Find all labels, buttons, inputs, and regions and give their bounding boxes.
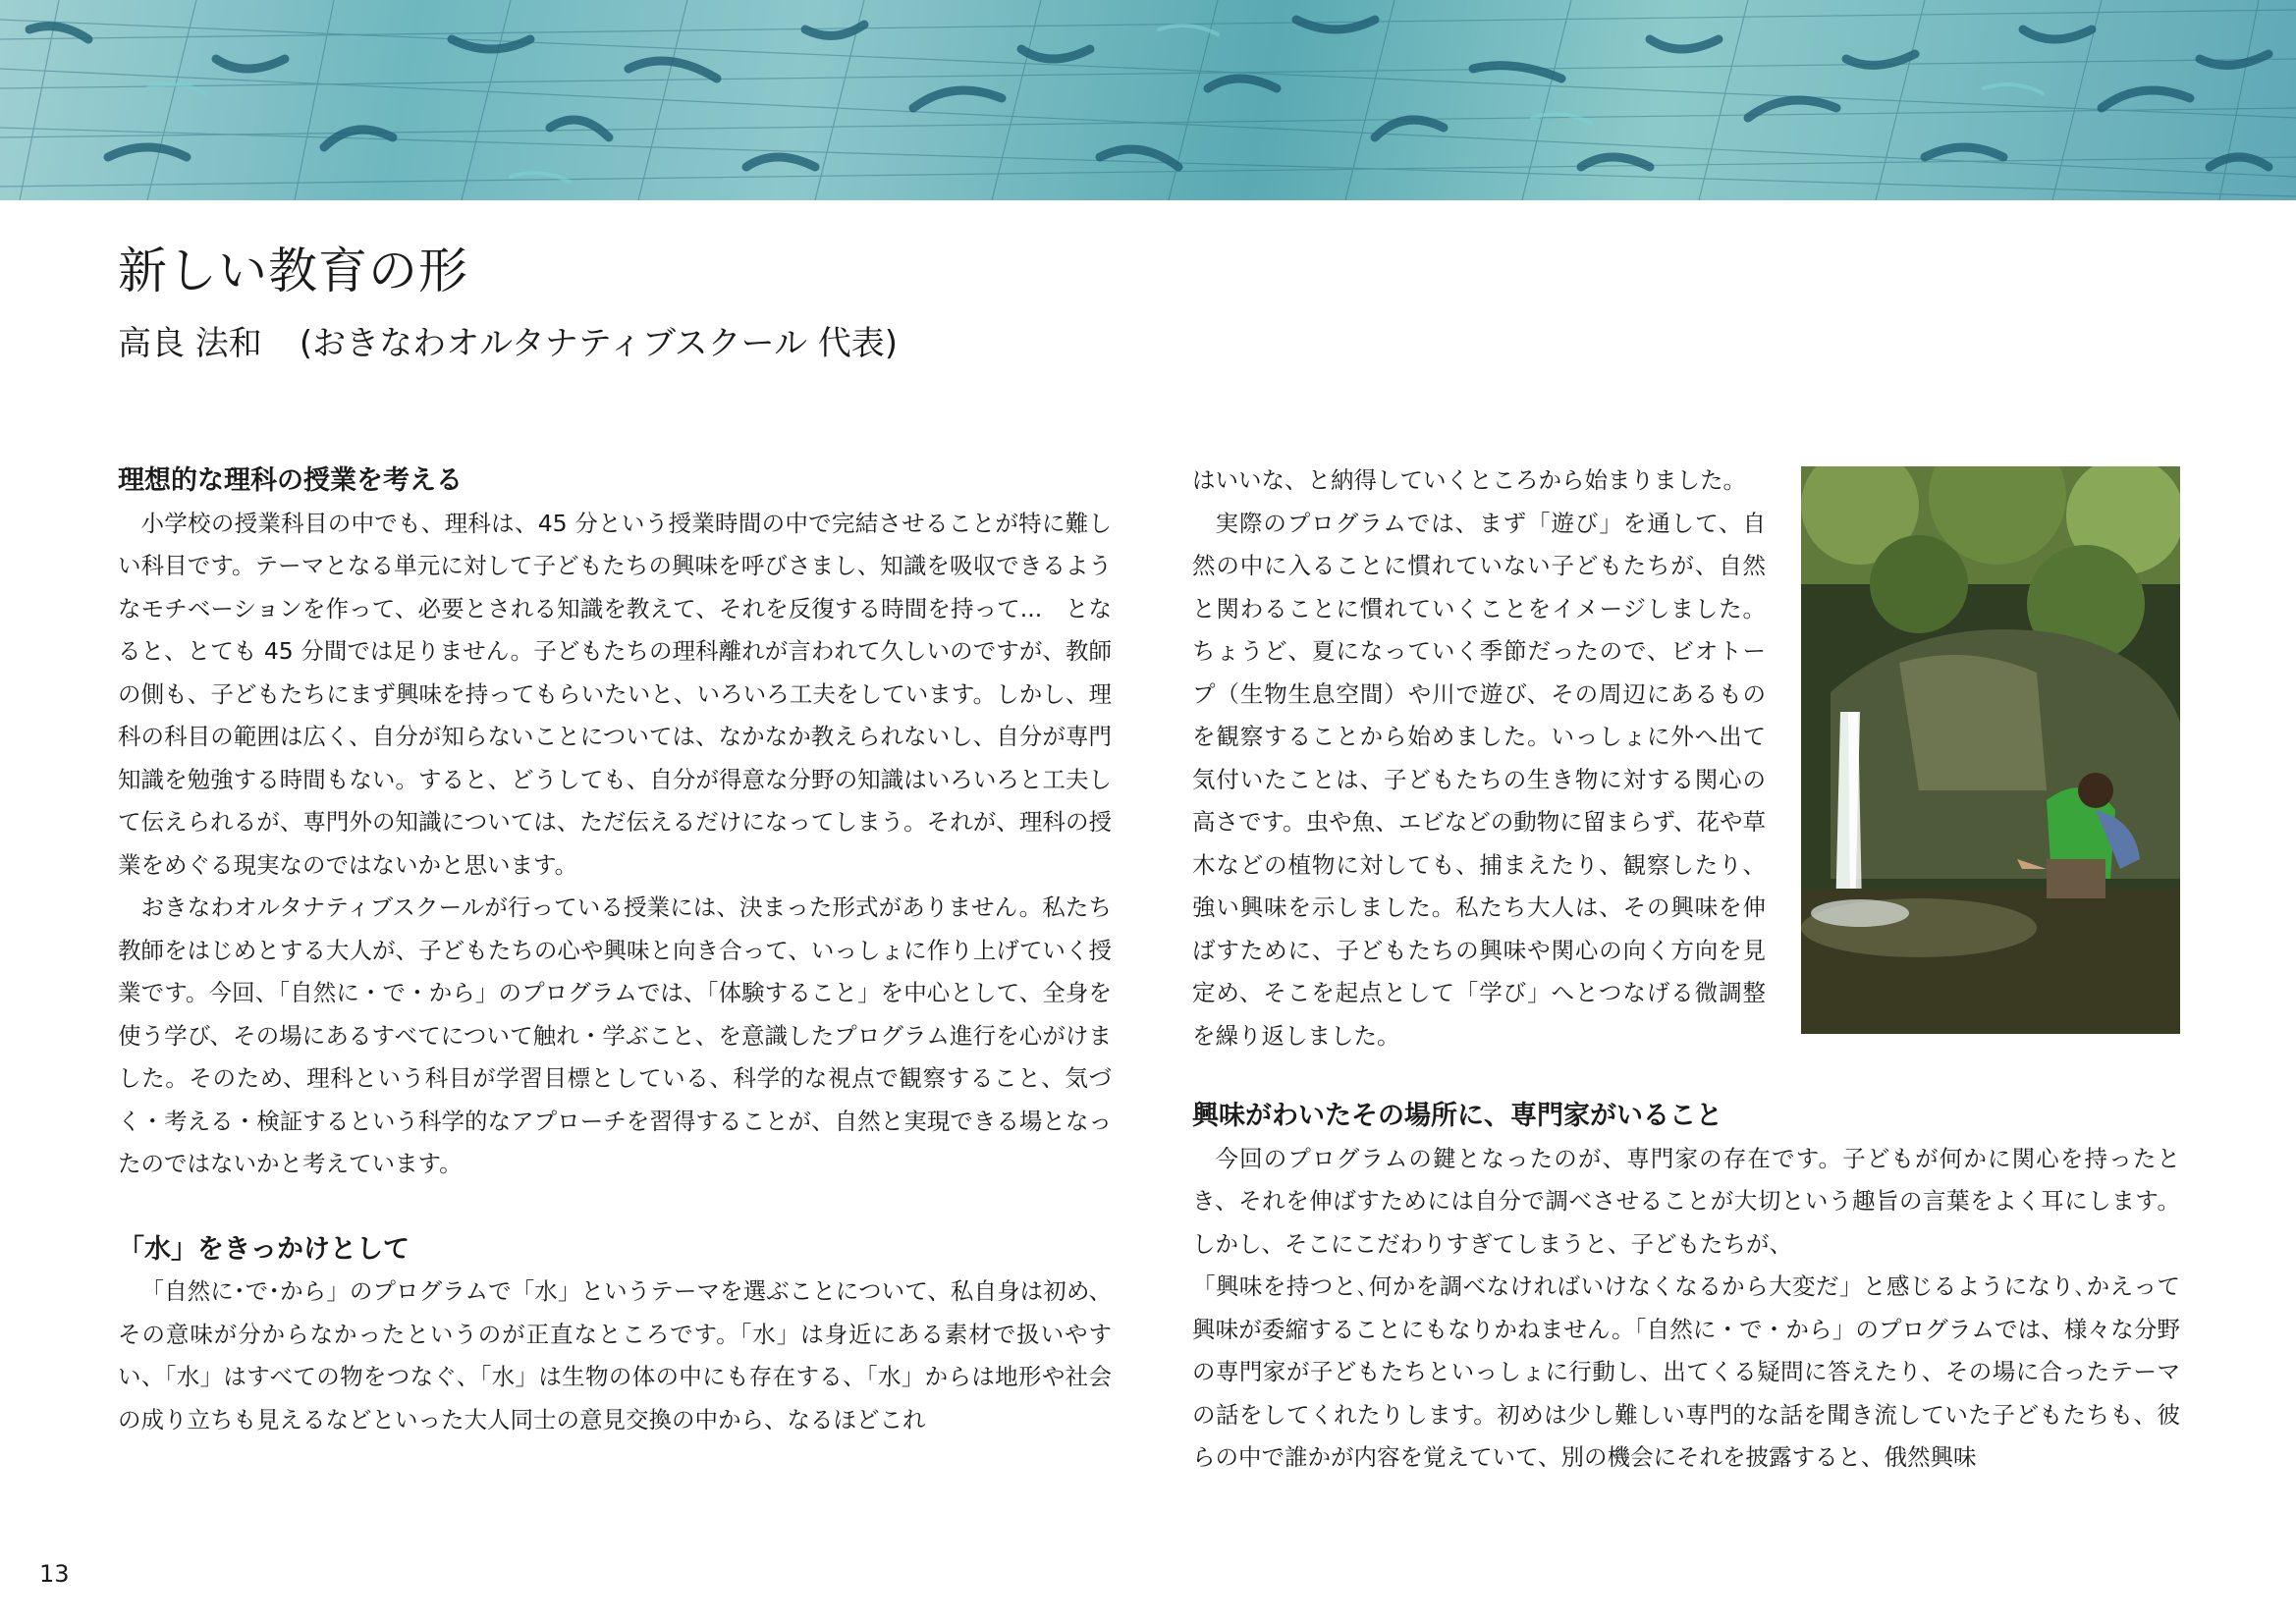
- section-heading-1: 理想的な理科の授業を考える: [118, 465, 463, 496]
- paragraph: はいいな、と納得していくところから始まりました。: [1192, 466, 1746, 494]
- paragraph: 実際のプログラムでは、まず「遊び」を通して、自然の中に入ることに慣れていない子どもたちが、自然と関わることに慣れていくことをイメージしました。ちょうど、夏になっていく季節だったので、ビオトープ（生物生息空間）や川で遊び、その周辺にあるものを観察することから始めました。いっしょに外へ出て気付いたことは、子どもたちの生き物に対する関心の高さです。虫や魚、エビなどの動物に留まらず、花や草木などの植物に対しても、捕まえたり、観察したり、強い興味を示しました。私たち大人は、その興味を伸ばすために、子どもたちの興味や関心の向く方向を見定め、そこを起点として「学び」へとつなげる微調整を繰り返しました。: [1192, 509, 1766, 1050]
- waterfall-photo: [1801, 466, 2180, 1034]
- page-number: 13: [39, 1560, 70, 1588]
- author-name: 高良 法和: [118, 324, 262, 363]
- article-title: 新しい教育の形: [118, 243, 468, 299]
- section-heading-3: 興味がわいたその場所に、専門家がいること: [1192, 1101, 1722, 1131]
- author-line: [118, 322, 898, 365]
- right-column-top: [1192, 460, 1766, 1057]
- section-heading-2: 「水」をきっかけとして: [118, 1233, 410, 1265]
- paragraph: 「興味を持つと､何かを調べなければいけなくなるから大変だ」と感じるようになり､かえって興味が委縮することにもなりかねません。「自然に・で・から」のプログラムでは、様々な分野の専門家が子どもたちといっしょに行動し、出てくる疑問に答えたり、その場に合ったテーマの話をしてくれたりします。初めは少し難しい専門的な話を聞き流していた子どもたちも、彼らの中で誰かが内容を覚えていて、別の機会にそれを披露すると、俄然興味: [1192, 1272, 2180, 1471]
- right-column-bottom: [1192, 1095, 2180, 1480]
- paragraph: 今回のプログラムの鍵となったのが、専門家の存在です。子どもが何かに関心を持ったとき、それを伸ばすためには自分で調べさせることが大切という趣旨の言葉をよく耳にします。しかし、そこにこだわりすぎてしまうと、子どもたちが、: [1192, 1144, 2180, 1258]
- header-banner-artwork: [0, 0, 2296, 200]
- left-column: [118, 460, 1112, 1441]
- paragraph: 「自然に･で･から」のプログラムで「水」というテーマを選ぶことについて、私自身は初め、その意味が分からなかったというのが正直なところです。「水」は身近にある素材で扱いやすい、「水」はすべての物をつなぐ、「水」は生物の体の中にも存在する、「水」からは地形や社会の成り立ちも見えるなどといった大人同士の意見交換の中から、なるほどこれ: [118, 1277, 1112, 1434]
- author-affiliation: (おきなわオルタナティブスクール 代表): [299, 324, 899, 363]
- paragraph: 小学校の授業科目の中でも、理科は、45 分という授業時間の中で完結させることが特に難しい科目です。テーマとなる単元に対して子どもたちの興味を呼びさまし、知識を吸収できるようなモチベーションを作って、必要とされる知識を教えて、それを反復する時間を持って... となると、とても 45 分間では足りません。子どもたちの理科離れが言われて久しいのですが、教師の側も、子どもたちにまず興味を持ってもらいたいと、いろいろ工夫をしています。しかし、理科の科目の範囲は広く、自分が知らないことについては、なかなか教えられないし、自分が専門知識を勉強する時間もない。すると、どうしても、自分が得意な分野の知識はいろいろと工夫して伝えられるが、専門外の知識については、ただ伝えるだけになってしまう。それが、理科の授業をめぐる現実なのではないかと思います。: [118, 509, 1112, 879]
- paragraph: おきなわオルタナティブスクールが行っている授業には、決まった形式がありません。私たち教師をはじめとする大人が、子どもたちの心や興味と向き合って、いっしょに作り上げていく授業です。今回、「自然に・で・から」のプログラムでは、「体験すること」を中心として、全身を使う学び、その場にあるすべてについて触れ・学ぶこと、を意識したプログラム進行を心がけました。そのため、理科という科目が学習目標としている、科学的な視点で観察すること、気づく・考える・検証するという科学的なアプローチを習得することが、自然と実現できる場となったのではないかと考えています。: [118, 893, 1112, 1177]
